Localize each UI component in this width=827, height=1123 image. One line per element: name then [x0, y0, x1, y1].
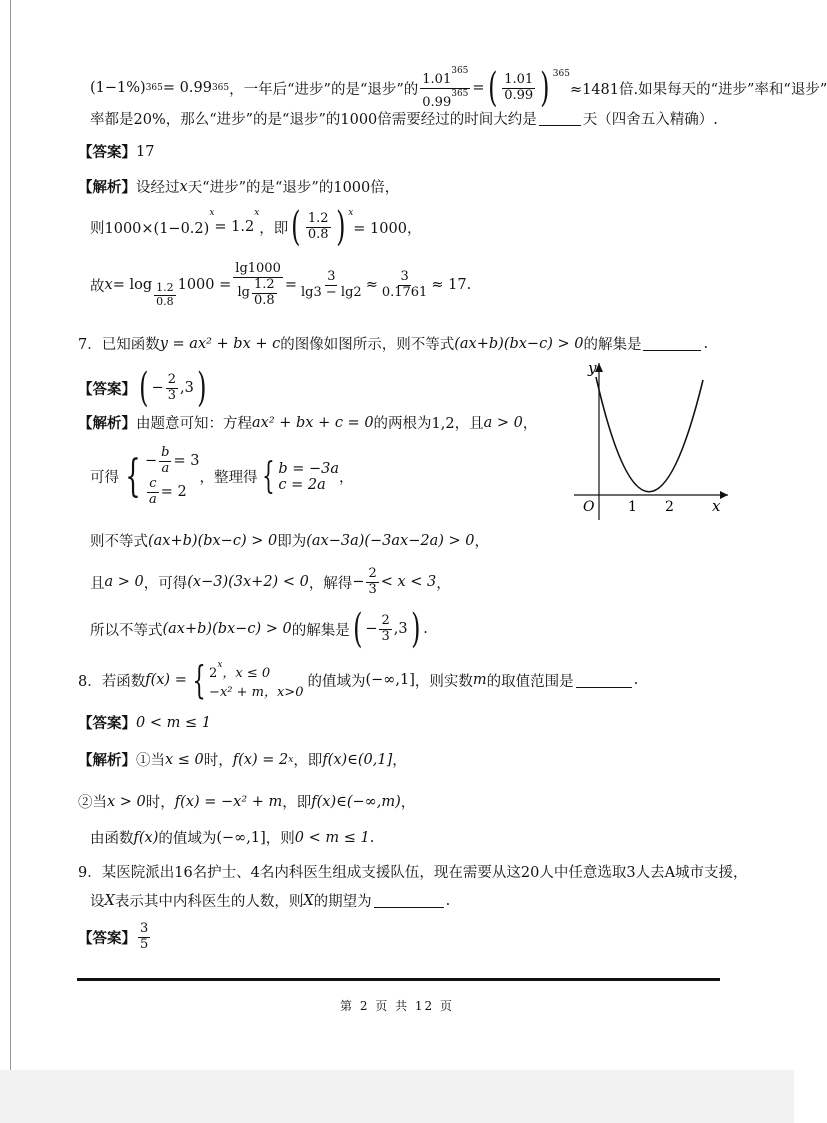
- tick-1-label: 1: [628, 499, 637, 515]
- q6-equation-1: 则1000×(1−0.2) x = 1.2 x ，即 ( 1.2 0.8 ) x = 1000，: [90, 204, 422, 250]
- q8-analysis-1: 【解析】 ①当 x ≤ 0 时， f(x) = 2 x ，即 f(x)∈(0,1] ，: [78, 751, 407, 769]
- answer-blank-8: [576, 673, 632, 688]
- intro-line-1: (1−1%) 365 = 0.99 365 ，一年后“进步”的是“退步”的 $\frac{1.01^{365}}{0.99^{365}}$ = ( 1.01 0.99 ) 365 ≈1481倍.如果每天的“进步”率和“退步”: [90, 65, 827, 112]
- y-axis-label: y: [588, 359, 597, 377]
- parabola-curve: [596, 377, 703, 492]
- intro-line-2: 率都是20%，那么“进步”的是“退步”的1000倍需要经过的时间大约是 天（四舍五入精确）.: [90, 112, 718, 128]
- q7-answer: 【答案】 ( − $\frac{2}{3}$ ,3 ): [78, 365, 207, 411]
- q7-step-3: 所以不等式 (ax+b)(bx−c) > 0 的解集是 ( − $\frac{2}{3}$ ,3 ) .: [90, 606, 428, 652]
- intro-expr: (1−1%): [90, 80, 146, 97]
- q7-step-2: 且 a > 0 ，可得 (x−3)(3x+2) < 0 ，解得 − $\frac{2}{3}$ < x < 3 ，: [90, 566, 451, 597]
- answer-blank-9: [374, 893, 444, 908]
- q6-answer: 【答案】 17: [78, 143, 155, 161]
- q7-system: 可得 { − $\frac{b}{a}$ = 3 $\frac{c}{a}$ = 2 ，整理得 { b = −3a c = 2a ，: [90, 445, 354, 507]
- q8-question: 8． 若函数 f(x) = { 2$^x$，x ≤ 0 −x² + m，x>0 的值域为 (−∞,1] ，则实数 m 的取值范围是 .: [78, 658, 639, 702]
- intro-exp-2: 365: [211, 83, 230, 94]
- answer-blank-7: [643, 336, 701, 351]
- page-bottom-margin: [0, 1070, 794, 1123]
- q8-analysis-3: 由函数 f(x) 的值域为 (−∞,1] ，则 0 < m ≤ 1 .: [90, 829, 375, 847]
- intro-text: ，一年后“进步”的是“退步”的: [229, 81, 419, 98]
- page-edge-line: [10, 0, 11, 1070]
- parabola-graph: [568, 355, 738, 525]
- answer-blank-6: [539, 111, 581, 126]
- q6-analysis: 【解析】 设经过 x 天“进步”的是“退步”的1000倍，: [78, 178, 400, 196]
- q9-question-line-2: 设 X 表示其中内科医生的人数，则 X 的期望为 .: [90, 892, 451, 910]
- q7-question: 7． 已知函数 y = ax² + bx + c 的图像如图所示，则不等式 (ax+b)(bx−c) > 0 的解集是 .: [78, 335, 709, 353]
- q6-equation-2: 故 x = log 1.2 0.8 1000 = lg1000 lg 1.2 0.8 = $\frac{3}{\lg 3 - \lg 2}$ ≈ $\frac{3}{0.1761}$ ≈ 17 .: [90, 261, 472, 308]
- q8-answer: 【答案】 0 < m ≤ 1: [78, 714, 211, 732]
- intro-eq: = 0.99: [162, 80, 212, 97]
- intro-fraction-1: $\frac{1.01^{365}}{0.99^{365}}$: [422, 66, 469, 110]
- intro-exp: 365: [145, 83, 163, 94]
- intro-fraction-2: 1.01 0.99: [504, 72, 534, 103]
- q9-question-line-1: 9． 某医院派出16名护士、4名内科医生组成支援队伍，现在需要从这20人中任意选取3人去A城市支援，: [78, 865, 748, 881]
- intro-approx: ≈1481倍.如果每天的“进步”率和“退步”: [569, 81, 827, 98]
- q7-step-1: 则不等式 (ax+b)(bx−c) > 0 即为 (ax−3a)(−3ax−2a) > 0 ，: [90, 532, 489, 550]
- origin-label: O: [583, 499, 595, 515]
- q9-answer: 【答案】 3 5: [78, 921, 149, 952]
- x-axis-label: x: [712, 497, 721, 515]
- q7-analysis: 【解析】 由题意可知：方程 ax² + bx + c = 0 的两根为1,2，且 a > 0 ，: [78, 414, 538, 432]
- footer-rule: [77, 978, 720, 981]
- page-number: 第 2 页 共 12 页: [340, 999, 454, 1013]
- tick-2-label: 2: [665, 499, 674, 515]
- q8-analysis-2: ②当 x > 0 时， f(x) = −x² + m ，即 f(x)∈(−∞,m) ，: [78, 793, 416, 811]
- x-axis-arrow: [720, 491, 728, 499]
